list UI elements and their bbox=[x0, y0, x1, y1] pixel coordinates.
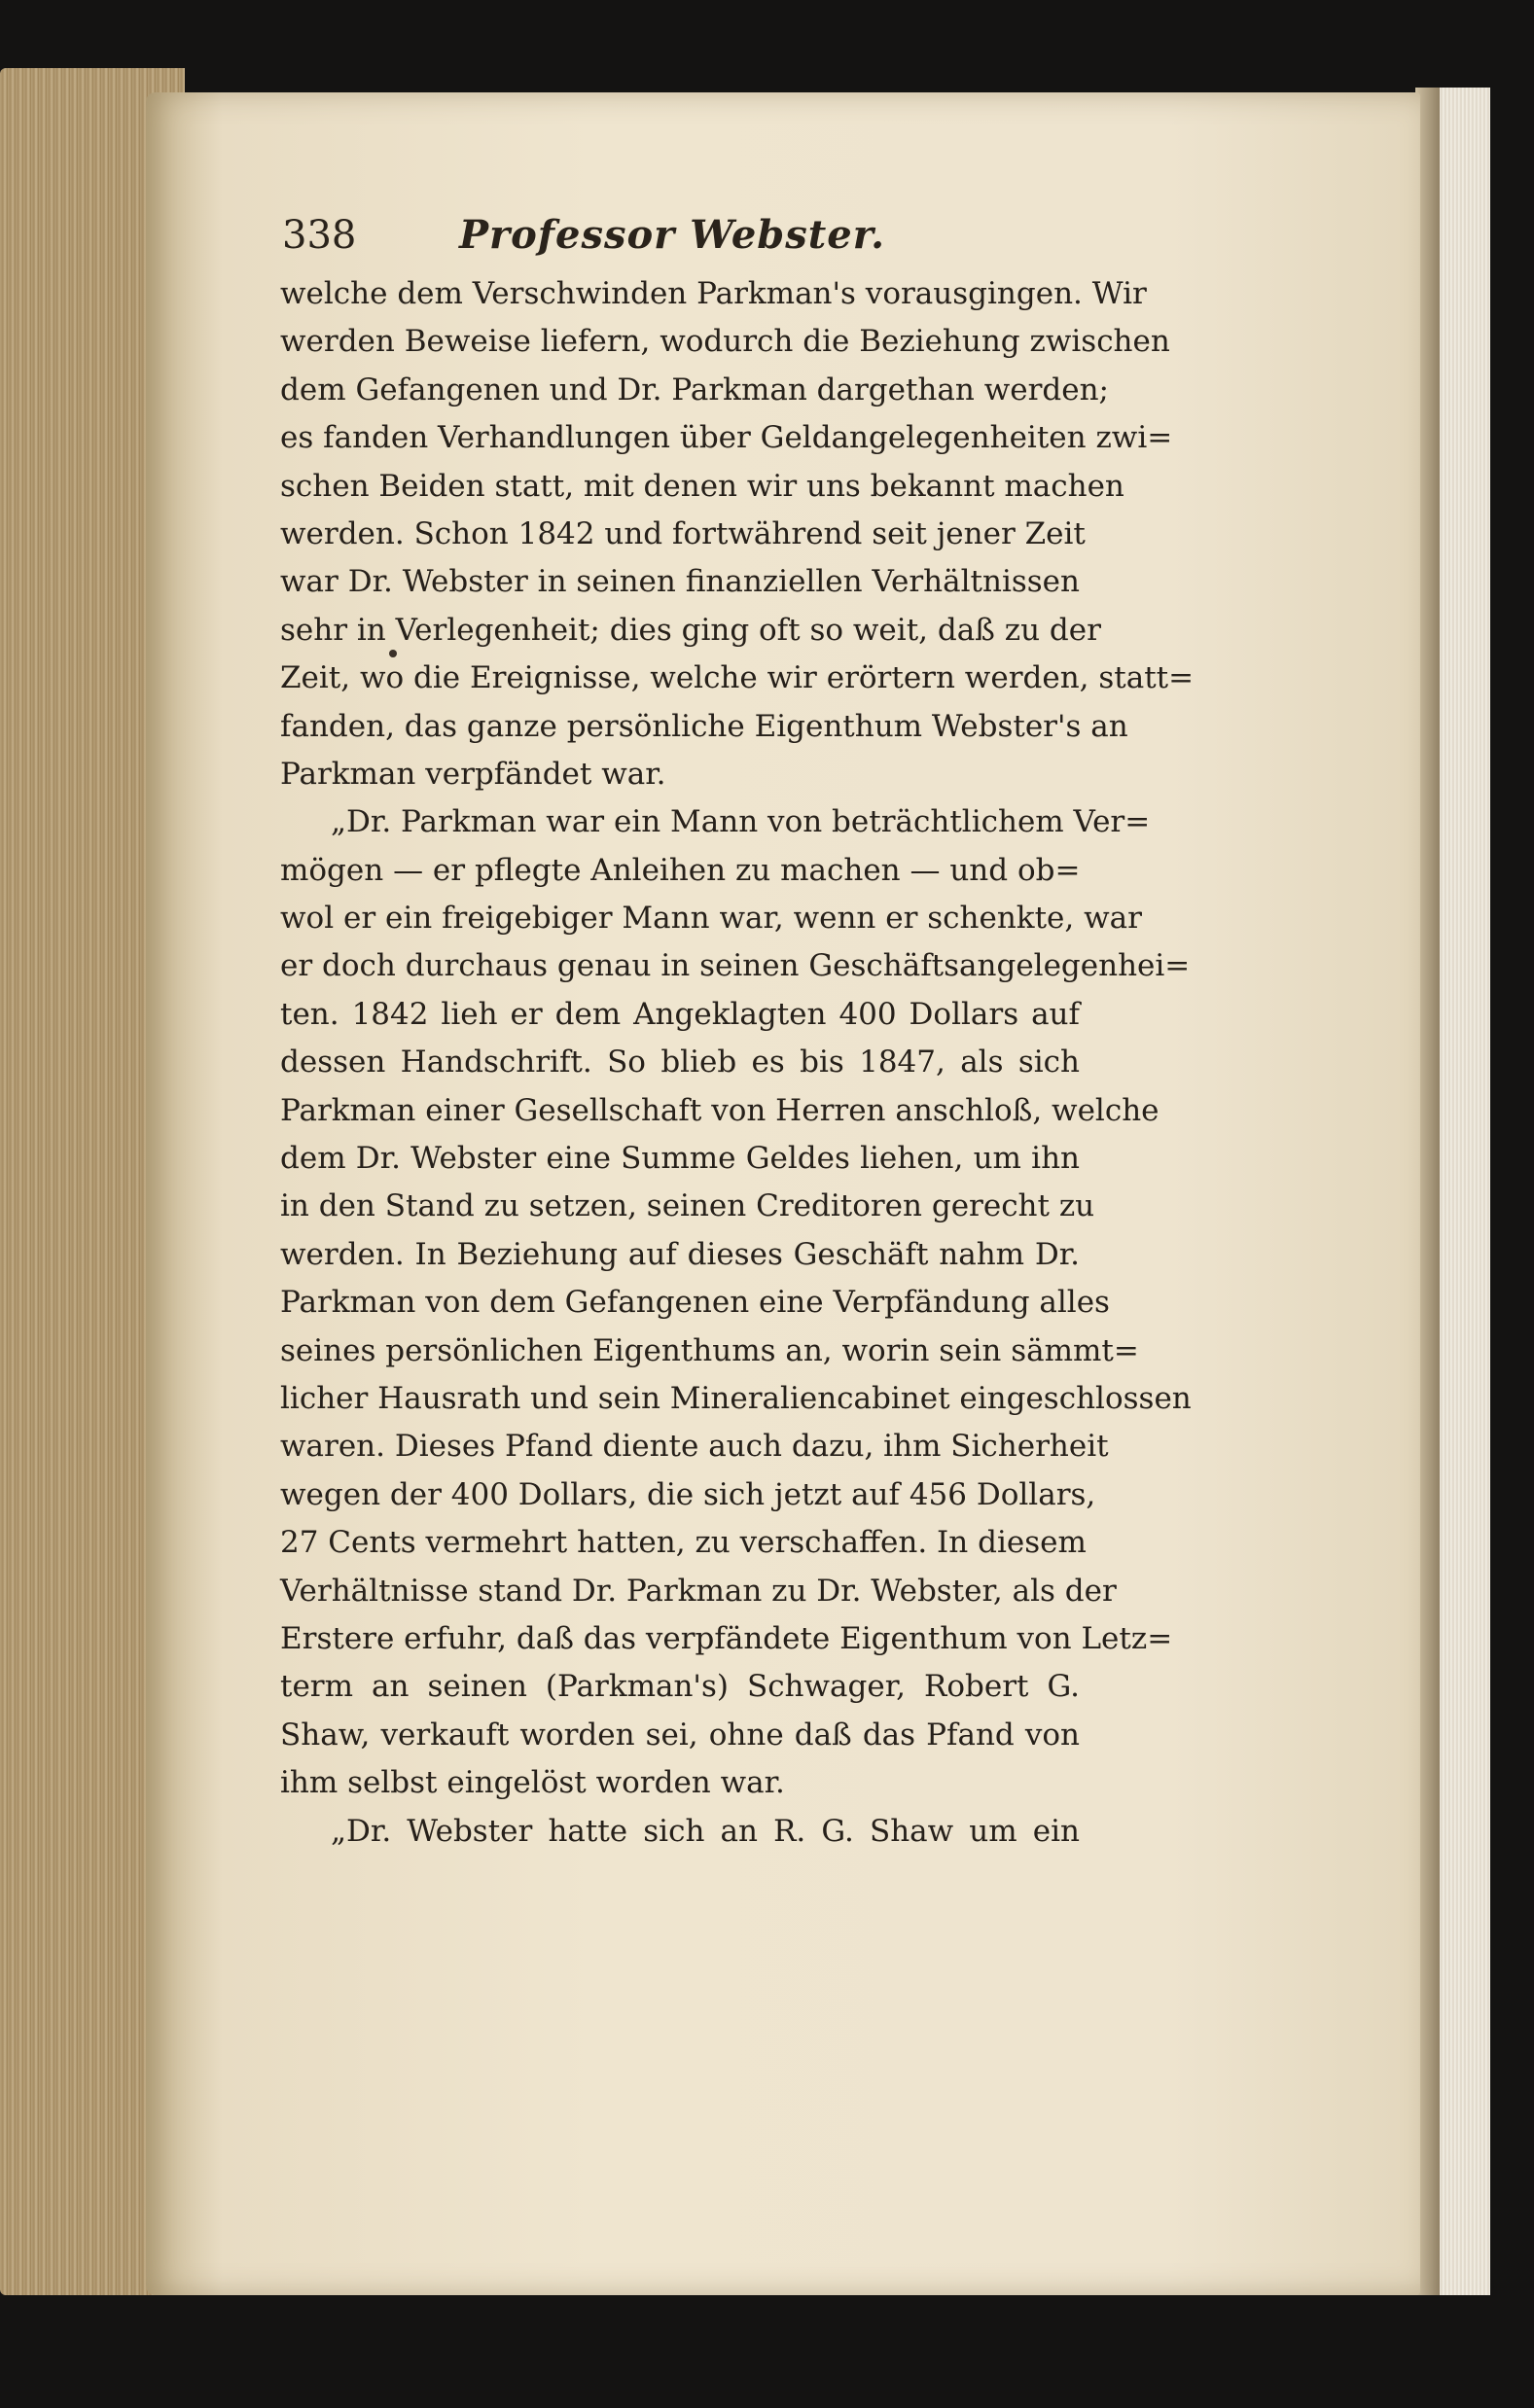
text-line: licher Hausrath und sein Mineraliencabinet eingeschlossen bbox=[280, 1380, 1192, 1416]
body-text bbox=[280, 270, 1195, 1856]
text-line: werden Beweise liefern, wodurch die Beziehung zwischen bbox=[280, 324, 1170, 360]
text-line: Parkman einer Gesellschaft von Herren anschloß, welche bbox=[280, 1092, 1159, 1128]
text-line: seines persönlichen Eigenthums an, worin sein sämmt= bbox=[280, 1332, 1139, 1368]
text-line: war Dr. Webster in seinen finanziellen Verhältnissen bbox=[280, 564, 1080, 600]
text-line: werden. Schon 1842 und fortwährend seit jener Zeit bbox=[280, 515, 1086, 551]
text-line: Shaw, verkauft worden sei, ohne daß das Pfand von bbox=[280, 1717, 1080, 1753]
text-line: ihm selbst eingelöst worden war. bbox=[280, 1765, 785, 1801]
text-line: waren. Dieses Pfand diente auch dazu, ihm Sicherheit bbox=[280, 1429, 1109, 1465]
text-line: dem Gefangenen und Dr. Parkman dargethan werden; bbox=[280, 372, 1110, 407]
running-title: Professor Webster. bbox=[458, 212, 886, 258]
text-line: welche dem Verschwinden Parkman's vorausgingen. Wir bbox=[280, 276, 1147, 311]
text-line: werden. In Beziehung auf dieses Geschäft nahm Dr. bbox=[280, 1236, 1080, 1272]
text-line: in den Stand zu setzen, seinen Creditoren gerecht zu bbox=[280, 1188, 1095, 1224]
text-line: er doch durchaus genau in seinen Geschäftsangelegenhei= bbox=[280, 948, 1191, 984]
text-line: es fanden Verhandlungen über Geldangelegenheiten zwi= bbox=[280, 420, 1173, 456]
text-line: schen Beiden statt, mit denen wir uns bekannt machen bbox=[280, 468, 1124, 504]
text-line: wegen der 400 Dollars, die sich jetzt auf 456 Dollars, bbox=[280, 1476, 1096, 1512]
text-line: Zeit, wo die Ereignisse, welche wir erörtern werden, statt= bbox=[280, 660, 1195, 696]
text-line: dessen Handschrift. So blieb es bis 1847, als sich bbox=[280, 1045, 1080, 1080]
text-line: „Dr. Parkman war ein Mann von beträchtlichem Ver= bbox=[331, 804, 1151, 840]
page-number: 338 bbox=[282, 213, 357, 258]
text-line: 27 Cents vermehrt hatten, zu verschaffen. In diesem bbox=[280, 1525, 1087, 1561]
text-line: sehr in Verlegenheit; dies ging oft so weit, daß zu der bbox=[280, 612, 1101, 648]
text-line: Verhältnisse stand Dr. Parkman zu Dr. Webster, als der bbox=[280, 1573, 1117, 1609]
text-line: mögen — er pflegte Anleihen zu machen — und ob= bbox=[280, 852, 1081, 888]
text-line: Parkman von dem Gefangenen eine Verpfändung alles bbox=[280, 1285, 1110, 1321]
text-line: Erstere erfuhr, daß das verpfändete Eigenthum von Letz= bbox=[280, 1620, 1173, 1656]
text-line: Parkman verpfändet war. bbox=[280, 756, 666, 792]
page-header bbox=[282, 206, 1062, 265]
text-line: fanden, das ganze persönliche Eigenthum Webster's an bbox=[280, 708, 1128, 744]
text-line: „Dr. Webster hatte sich an R. G. Shaw um ein bbox=[331, 1813, 1080, 1849]
text-line: dem Dr. Webster eine Summe Geldes liehen, um ihn bbox=[280, 1141, 1080, 1177]
text-line: wol er ein freigebiger Mann war, wenn er schenkte, war bbox=[280, 901, 1142, 937]
text-line: term an seinen (Parkman's) Schwager, Robert G. bbox=[280, 1669, 1080, 1705]
text-line: ten. 1842 lieh er dem Angeklagten 400 Dollars auf bbox=[280, 996, 1080, 1032]
book-edge-right bbox=[1440, 88, 1490, 2295]
